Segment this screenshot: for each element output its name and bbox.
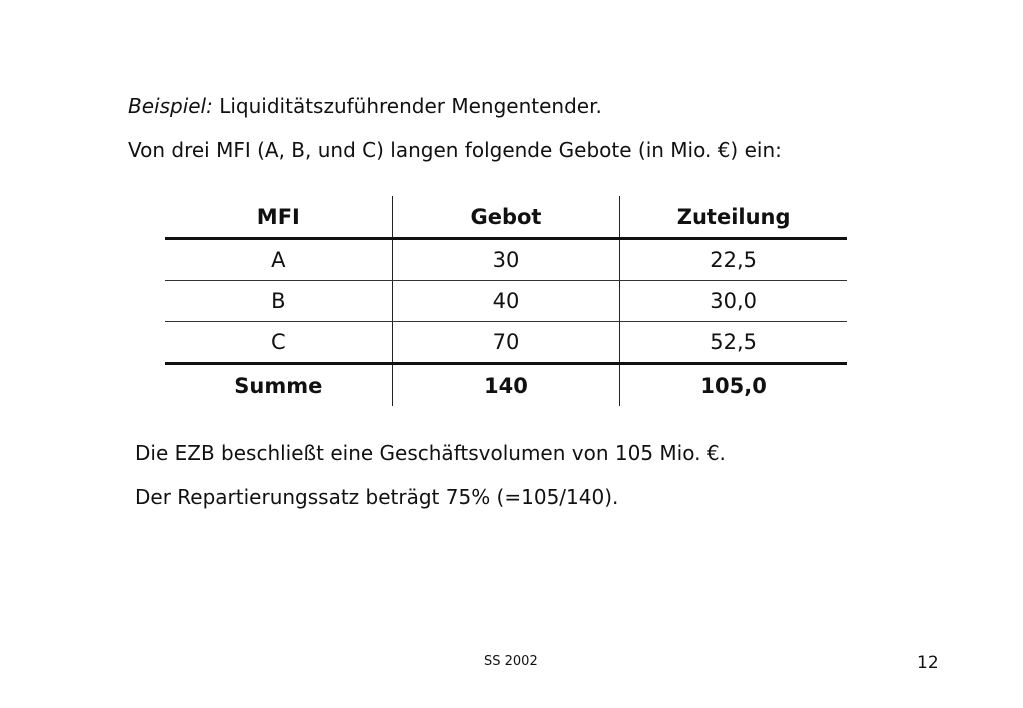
conclusion-ratio: Der Repartierungssatz beträgt 75% (=105/140). [135,485,619,509]
cell-mfi: B [165,281,392,322]
footer-semester: SS 2002 [484,654,538,669]
bids-table [165,196,847,406]
table-row [165,281,847,322]
header-zuteilung: Zuteilung [620,196,847,239]
table-header-row [165,196,847,239]
cell-gebot: 40 [392,281,620,322]
cell-zuteilung: 52,5 [620,322,847,364]
page-number: 12 [917,653,939,673]
example-title: Liquiditätszuführender Mengentender. [212,94,602,118]
cell-mfi: A [165,239,392,281]
table-row [165,239,847,281]
total-zuteilung: 105,0 [620,364,847,407]
table-row [165,322,847,364]
table-total-row [165,364,847,407]
cell-gebot: 30 [392,239,620,281]
cell-zuteilung: 22,5 [620,239,847,281]
header-gebot: Gebot [392,196,620,239]
conclusion-volume: Die EZB beschließt eine Geschäftsvolumen von 105 Mio. €. [135,441,726,465]
cell-gebot: 70 [392,322,620,364]
example-label: Beispiel: [128,94,213,118]
intro-sentence: Von drei MFI (A, B, und C) langen folgende Gebote (in Mio. €) ein: [128,138,782,162]
total-label: Summe [234,373,323,398]
cell-mfi: C [165,322,392,364]
cell-zuteilung: 30,0 [620,281,847,322]
example-heading [128,94,602,118]
header-mfi: MFI [165,196,392,239]
total-gebot: 140 [392,364,620,407]
